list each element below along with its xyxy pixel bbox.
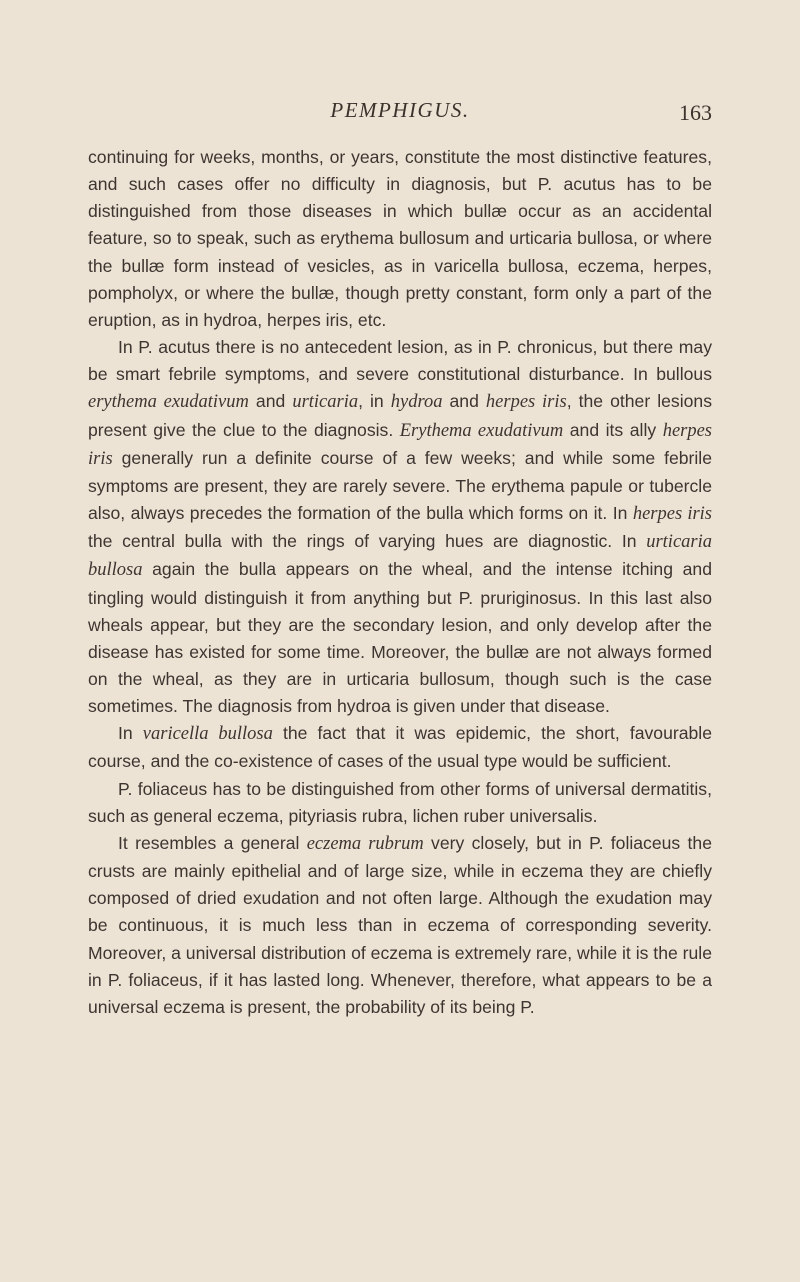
page-number: 163 — [679, 100, 712, 125]
text-run: and — [248, 391, 293, 412]
italic-term: herpes iris — [485, 392, 567, 413]
body-text — [88, 144, 712, 1021]
paragraph — [88, 830, 712, 1021]
text-run: the central bulla with the rings of varying hues are diagnostic. In — [88, 531, 647, 552]
text-run: In P. acutus there is no antecedent lesion, as in P. chronicus, but there may be smart febrile symptoms, and severe constitutional disturbance. In bullous — [88, 337, 712, 385]
text-run: the fact that it was epidemic, the short, favourable course, and the co-existence of cases of the usual type would be sufficient. — [88, 723, 712, 772]
text-run: again the bulla appears on the wheal, and the intense itching and tingling would distinguish it from anything but P. pruriginosus. In this last also wheals appear, but they are the secondary lesion, and only develop after the disease has existed for some time. Moreover, the bullæ are not always formed on the wheal, as they are in urticaria bullosum, though such is the case sometimes. The diagnosis from hydroa is given under that disease. — [88, 559, 712, 717]
running-title: PEMPHIGUS. — [330, 98, 470, 122]
italic-term: hydroa — [390, 392, 443, 413]
paragraph — [88, 334, 712, 720]
text-run: and — [442, 391, 486, 412]
text-run: It resembles a general — [118, 832, 307, 853]
running-head — [88, 98, 712, 134]
text-run: , the other lesions present give the clue to the diagnosis. — [88, 391, 712, 440]
text-run: continuing for weeks, months, or years, constitute the most distinctive features, and such cases offer no difficulty in diagnosis, but P. acutus has to be distinguished from those diseases in which bullæ occur as an accidental feature, so to speak, such as erythema bullosum and urticaria bullosa, or where the bullæ form instead of vesicles, as in varicella bullosa, eczema, herpes, pompholyx, or where the bullæ, though pretty constant, form only a part of the eruption, as in hydroa, herpes iris, etc. — [88, 147, 712, 330]
text-run: , in — [358, 391, 391, 412]
italic-term: urticaria — [292, 392, 359, 413]
paragraph — [88, 720, 712, 775]
paragraph — [88, 144, 712, 334]
paragraph — [88, 776, 712, 830]
italic-term: erythema exudativum — [88, 392, 249, 413]
italic-term: urticaria bullosa — [88, 532, 712, 581]
italic-term: varicella bullosa — [142, 724, 273, 745]
italic-term: herpes iris — [632, 504, 713, 525]
text-run: generally run a definite course of a few weeks; and while some febrile symptoms are present, they are rarely severe. The erythema papule or tubercle also, always precedes the formation of the bulla which forms on it. In — [88, 447, 712, 524]
text-run: P. foliaceus has to be distinguished from other forms of universal dermatitis, such as general eczema, pityriasis rubra, lichen ruber universalis. — [88, 778, 712, 826]
text-run: very closely, but in P. foliaceus the crusts are mainly epithelial and of large size, while in eczema they are chiefly composed of dried exudation and not often large. Although the exudation may be continuous, it is much less than in eczema of corresponding severity. Moreover, a universal distribution of eczema is extremely rare, while it is the rule in P. foliaceus, if it has lasted long. Whenever, therefore, what appears to be a universal eczema is present, the probability of its being P. — [88, 832, 713, 1017]
italic-term: herpes iris — [88, 420, 713, 469]
italic-term: Erythema exudativum — [399, 420, 564, 441]
text-run: and its ally — [563, 419, 663, 440]
italic-term: eczema rubrum — [306, 833, 424, 854]
text-run: In — [118, 723, 143, 744]
